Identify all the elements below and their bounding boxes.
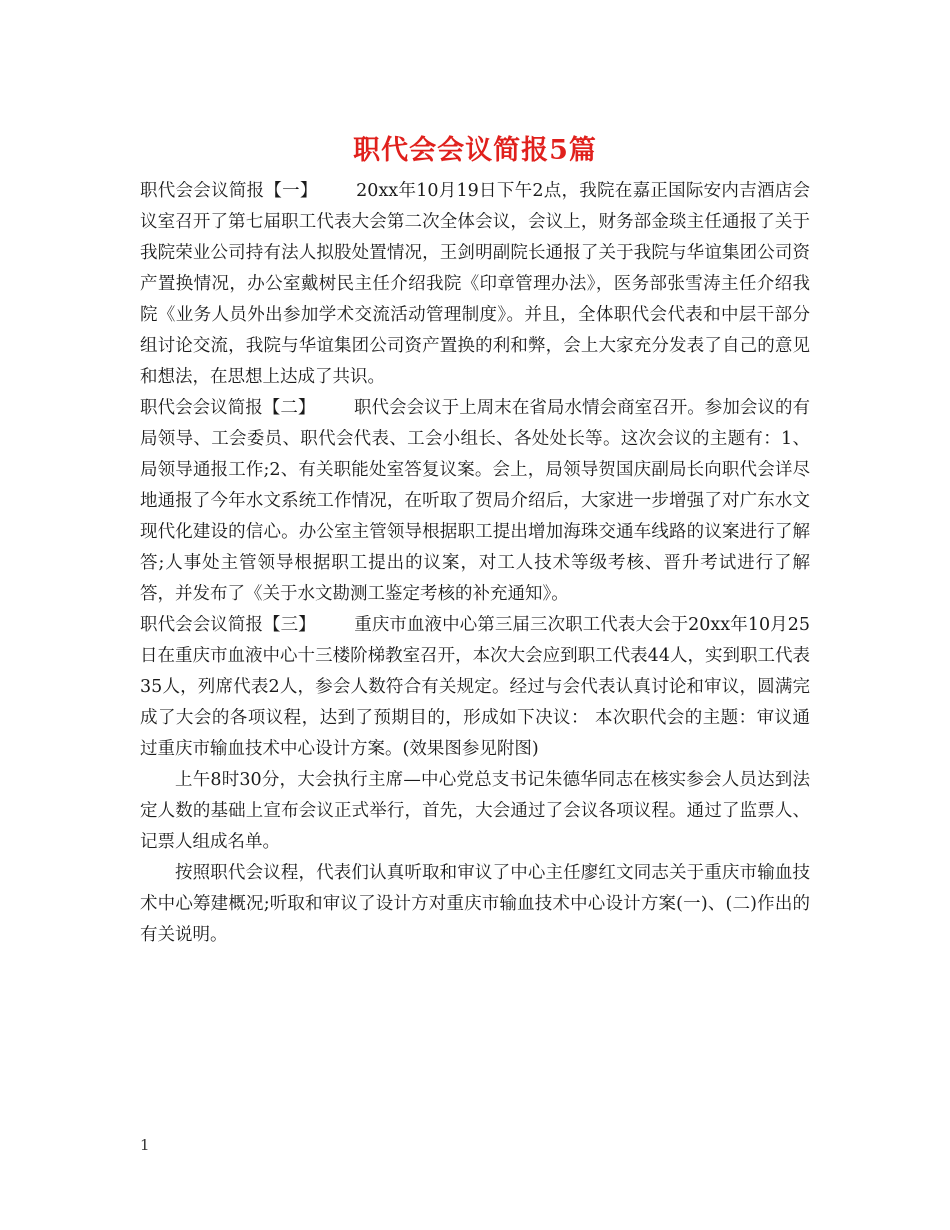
section-1-text: 20xx年10月19日下午2点，我院在嘉正国际安内吉酒店会议室召开了第七届职工代表大会第二次全体会议，会议上，财务部金琰主任通报了关于我院荣业公司持有法人拟股处置情况，王剑明副院长通报了关于我院与华谊集团公司资产置换情况，办公室戴树民主任介绍我院《印章管理办法》，医务部张雪涛主任介绍我院《业务人员外出参加学术交流活动管理制度》。并且，全体职代会代表和中层干部分组讨论交流，我院与华谊集团公司资产置换的利和弊，会上大家充分发表了自己的意见和想法，在思想上达成了共识。 [140,181,810,387]
section-1-heading: 职代会会议简报【一】 [140,181,318,201]
document-title: 职代会会议简报5篇 [353,135,597,166]
section-2-heading: 职代会会议简报【二】 [140,398,316,418]
paragraph-1: 上午8时30分，大会执行主席—中心党总支书记朱德华同志在核实参会人员达到法定人数的基础上宣布会议正式举行，首先，大会通过了会议各项议程。通过了监票人、记票人组成名单。 [140,770,810,852]
document-body [140,176,810,951]
section-1 [140,176,810,393]
section-3-heading: 职代会会议简报【三】 [140,615,316,635]
section-3-text: 重庆市血液中心第三届三次职工代表大会于20xx年10月25日在重庆市血液中心十三楼阶梯教室召开，本次大会应到职工代表44人，实到职工代表35人，列席代表2人，参会人数符合有关规定。经过与会代表认真讨论和审议，圆满完成了大会的各项议程，达到了预期目的，形成如下决议： 本次职代会的主题：审议通过重庆市输血技术中心设计方案。(效果图参见附图) [140,615,811,759]
section-3 [140,610,810,765]
section-2-text: 职代会会议于上周末在省局水情会商室召开。参加会议的有局领导、工会委员、职代会代表、工会小组长、各处处长等。这次会议的主题有：1、局领导通报工作;2、有关职能处室答复议案。会上，局领导贺国庆副局长向职代会详尽地通报了今年水文系统工作情况，在听取了贺局介绍后，大家进一步增强了对广东水文现代化建设的信心。办公室主管领导根据职工提出增加海珠交通车线路的议案进行了解答;人事处主管领导根据职工提出的议案，对工人技术等级考核、晋升考试进行了解答，并发布了《关于水文勘测工鉴定考核的补充通知》。 [140,398,811,604]
paragraph-2: 按照职代会议程，代表们认真听取和审议了中心主任廖红文同志关于重庆市输血技术中心筹建概况;听取和审议了设计方对重庆市输血技术中心设计方案(一)、(二)作出的有关说明。 [140,863,810,945]
page-number: 1 [140,1136,150,1154]
section-2 [140,393,810,610]
